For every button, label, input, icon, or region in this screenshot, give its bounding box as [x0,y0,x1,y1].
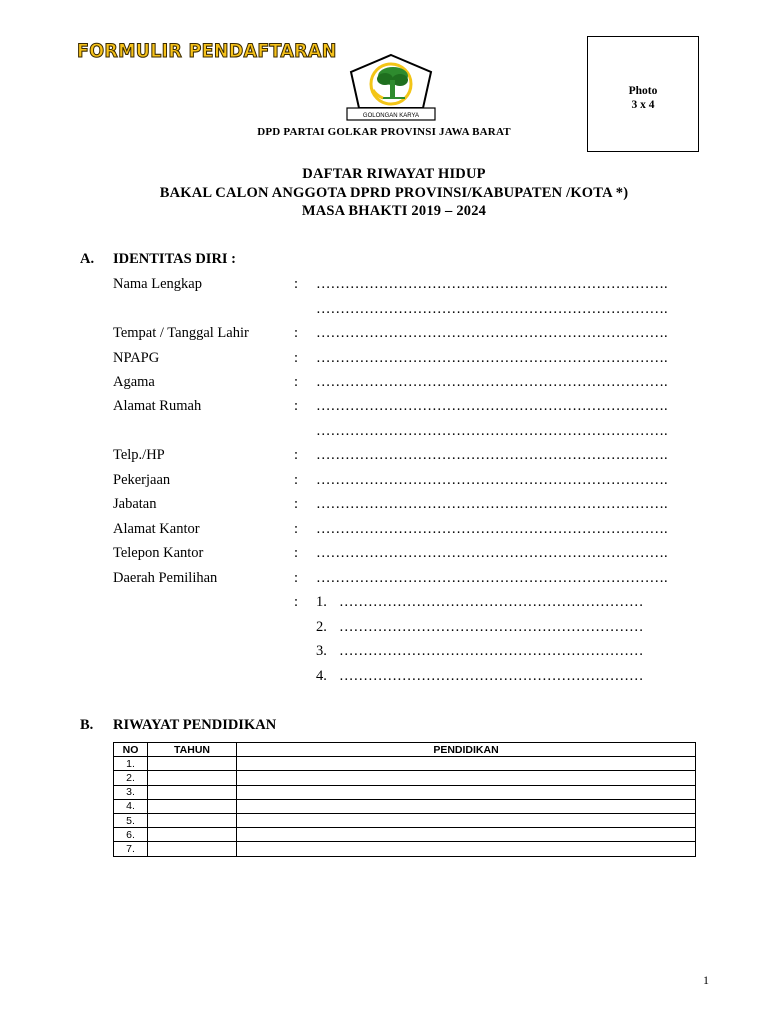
cell-pendidikan[interactable] [237,842,696,856]
doc-title-line-3: MASA BHAKTI 2019 – 2024 [301,203,487,219]
cell-tahun[interactable] [148,813,237,827]
field-colon: : [294,276,299,292]
cell-pendidikan[interactable] [237,813,696,827]
field-fill-line[interactable]: ………………………………………………………………. [316,521,668,537]
golkar-logo [343,52,439,124]
field-colon: : [294,350,299,366]
education-history-table [113,742,696,857]
page-number: 1 [703,973,709,987]
cell-no: 1. [114,757,148,771]
field-colon: : [294,472,299,488]
cell-tahun[interactable] [148,771,237,785]
table-row [114,799,696,813]
field-colon: : [294,545,299,561]
section-a-letter: A. [80,251,95,267]
logo-text: GOLONGAN KARYA [362,113,420,119]
cell-no: 5. [114,813,148,827]
cell-no: 2. [114,771,148,785]
table-row [114,828,696,842]
column-header-no: NO [114,743,148,757]
section-b-letter: B. [80,717,94,733]
field-label: Alamat Rumah [113,398,202,414]
cell-pendidikan[interactable] [237,799,696,813]
cell-tahun[interactable] [148,757,237,771]
cell-pendidikan[interactable] [237,785,696,799]
field-colon: : [294,521,299,537]
table-header-row [114,743,696,757]
numbered-item-number: 3. [316,643,327,659]
field-fill-line-continued[interactable]: ………………………………………………………………. [316,301,668,317]
column-header-pendidikan: PENDIDIKAN [237,743,696,757]
cell-pendidikan[interactable] [237,771,696,785]
cell-tahun[interactable] [148,785,237,799]
field-colon: : [294,570,299,586]
photo-placeholder-box [587,36,699,152]
cell-tahun[interactable] [148,799,237,813]
field-colon: : [294,447,299,463]
section-a-heading [80,251,237,268]
cell-tahun[interactable] [148,828,237,842]
field-colon: : [294,496,299,512]
field-fill-line[interactable]: ………………………………………………………………. [316,398,668,414]
numbered-item-number: 1. [316,594,327,610]
field-label: Telp./HP [113,447,165,463]
field-colon: : [294,398,299,414]
cell-no: 7. [114,842,148,856]
numbered-item-number: 4. [316,668,327,684]
field-fill-line[interactable]: ………………………………………………………………. [316,570,668,586]
field-label: Pekerjaan [113,472,171,488]
column-header-tahun: TAHUN [148,743,237,757]
photo-label: Photo [628,85,658,97]
table-row [114,771,696,785]
field-label: Alamat Kantor [113,521,200,537]
doc-title-line-2: BAKAL CALON ANGGOTA DPRD PROVINSI/KABUPATEN /KOTA *) [159,185,629,201]
numbered-item-fill-line[interactable]: ……………………………………………………… [339,643,644,659]
organization-name: DPD PARTAI GOLKAR PROVINSI JAWA BARAT [257,126,511,138]
table-row [114,785,696,799]
cell-pendidikan[interactable] [237,757,696,771]
field-label: Nama Lengkap [113,276,202,292]
cell-tahun[interactable] [148,842,237,856]
field-label: Daerah Pemilihan [113,570,218,586]
table-row [114,842,696,856]
field-colon: : [294,594,299,610]
field-label: Agama [113,374,155,390]
field-fill-line[interactable]: ………………………………………………………………. [316,472,668,488]
field-colon: : [294,374,299,390]
numbered-item-number: 2. [316,619,327,635]
section-b-title: RIWAYAT PENDIDIKAN [113,717,277,733]
field-fill-line[interactable]: ………………………………………………………………. [316,447,668,463]
field-fill-line[interactable]: ………………………………………………………………. [316,545,668,561]
field-colon: : [294,325,299,341]
section-a-title: IDENTITAS DIRI : [113,251,237,267]
cell-no: 4. [114,799,148,813]
field-label: NPAPG [113,350,160,366]
field-fill-line[interactable]: ………………………………………………………………. [316,496,668,512]
field-label: Telepon Kantor [113,545,204,561]
section-b-heading [80,717,277,734]
field-fill-line[interactable]: ………………………………………………………………. [316,325,668,341]
field-fill-line[interactable]: ………………………………………………………………. [316,276,668,292]
table-row [114,813,696,827]
numbered-item-fill-line[interactable]: ……………………………………………………… [339,668,644,684]
doc-title-line-1: DAFTAR RIWAYAT HIDUP [302,166,486,182]
numbered-item-fill-line[interactable]: ……………………………………………………… [339,594,644,610]
field-fill-line[interactable]: ………………………………………………………………. [316,374,668,390]
cell-no: 6. [114,828,148,842]
cell-no: 3. [114,785,148,799]
field-fill-line[interactable]: ………………………………………………………………. [316,350,668,366]
table-row [114,757,696,771]
form-banner-title: FORMULIR PENDAFTARAN [77,40,337,62]
numbered-item-fill-line[interactable]: ……………………………………………………… [339,619,644,635]
field-label: Jabatan [113,496,157,512]
photo-size-label: 3 x 4 [631,99,655,111]
cell-pendidikan[interactable] [237,828,696,842]
field-fill-line-continued[interactable]: ………………………………………………………………. [316,423,668,439]
field-label: Tempat / Tanggal Lahir [113,325,249,341]
